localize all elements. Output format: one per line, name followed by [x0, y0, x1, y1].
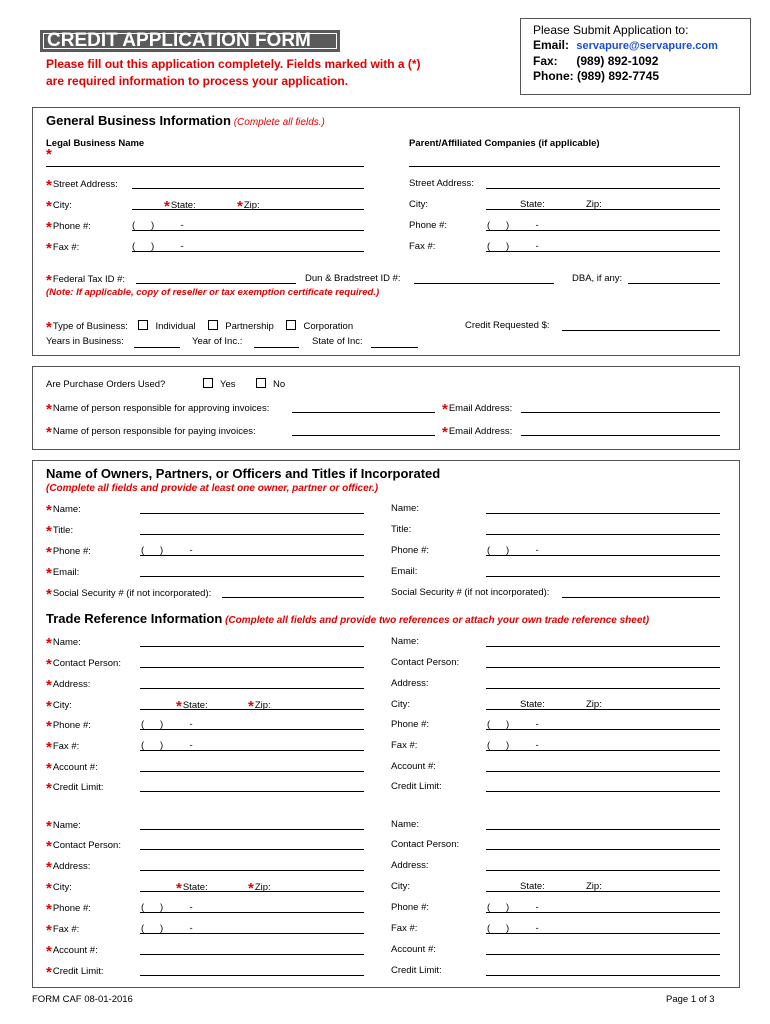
owner2-ssn-field[interactable]	[562, 597, 720, 598]
ref3-credit-field[interactable]	[140, 975, 364, 976]
owner-name-field[interactable]	[140, 513, 364, 514]
ref2-address-label: Address:	[391, 678, 429, 689]
dun-label: Dun & Bradstreet ID #:	[305, 273, 401, 284]
paying-email-field[interactable]	[521, 435, 720, 436]
submit-phone-value: (989) 892-7745	[577, 69, 660, 83]
ref4-phone-label: Phone #:	[391, 902, 430, 913]
parent-city-label: City:	[409, 199, 428, 210]
ref3-address-label: *Address:	[46, 859, 91, 876]
po-question: Are Purchase Orders Used?	[46, 379, 166, 390]
paying-label: *Name of person responsible for paying invoices:	[46, 424, 256, 441]
ref3-name-label: *Name:	[46, 818, 81, 835]
ref1-fax-paren: ( ) -	[141, 740, 193, 751]
submit-fax-value: (989) 892-1092	[576, 54, 659, 68]
ref1-zip-label: *Zip:	[248, 698, 271, 715]
type-of-business-row: *Type of Business: Individual Partnership Corporation	[46, 319, 354, 336]
owner2-ssn-label: Social Security # (if not incorporated):	[391, 587, 550, 598]
parent-companies-field[interactable]	[409, 166, 720, 167]
parent-fax-label: Fax #:	[409, 241, 436, 252]
ref2-city-field[interactable]	[486, 709, 720, 710]
ref2-state-label: State:	[520, 699, 545, 710]
dba-field[interactable]	[628, 283, 720, 284]
parent-companies-label: Parent/Affiliated Companies (if applicable)	[409, 138, 600, 149]
federal-tax-field[interactable]	[136, 283, 296, 284]
intro-line-2: are required information to process your application.	[46, 74, 349, 88]
ref2-address-field[interactable]	[486, 688, 720, 689]
ref4-fax-label: Fax #:	[391, 923, 418, 934]
ref1-contact-field[interactable]	[140, 667, 364, 668]
credit-requested-label: Credit Requested $:	[465, 320, 550, 331]
owner2-name-label: Name:	[391, 503, 419, 514]
year-inc-field[interactable]	[254, 347, 299, 348]
ref4-credit-label: Credit Limit:	[391, 965, 442, 976]
years-label: Years in Business:	[46, 336, 124, 347]
trade-title: Trade Reference Information	[46, 611, 223, 626]
owner2-email-label: Email:	[391, 566, 418, 577]
ref1-state-label: *State:	[176, 698, 208, 715]
corporation-label: Corporation	[303, 321, 354, 332]
ref4-account-label: Account #:	[391, 944, 436, 955]
phone-label: Phone:	[533, 69, 574, 83]
dun-field[interactable]	[414, 283, 554, 284]
type-of-business-label: Type of Business:	[52, 321, 128, 332]
owner2-title-label: Title:	[391, 524, 412, 535]
intro-line-1: Please fill out this application completely. Fields marked with a (*)	[46, 57, 421, 71]
year-inc-label: Year of Inc.:	[192, 336, 243, 347]
ref3-phone-paren: ( ) -	[141, 902, 193, 913]
ref1-credit-label: *Credit Limit:	[46, 780, 104, 797]
gbi-title: General Business Information	[46, 113, 231, 128]
owner-phone-field[interactable]	[140, 555, 364, 556]
ref2-credit-field[interactable]	[486, 791, 720, 792]
approving-email-label: *Email Address:	[442, 401, 513, 418]
ref1-city-field[interactable]	[140, 709, 364, 710]
submit-heading: Please Submit Application to:	[533, 23, 689, 37]
ref1-contact-label: *Contact Person:	[46, 656, 121, 673]
phone-field[interactable]	[132, 230, 364, 231]
po-yes-checkbox[interactable]	[203, 378, 213, 388]
approving-email-field[interactable]	[521, 412, 720, 413]
individual-label: Individual	[155, 321, 196, 332]
ref4-name-label: Name:	[391, 819, 419, 830]
owner2-email-field[interactable]	[486, 576, 720, 577]
ref4-fax-paren: ( ) -	[487, 923, 539, 934]
ref2-name-label: Name:	[391, 636, 419, 647]
ref1-credit-field[interactable]	[140, 791, 364, 792]
gbi-heading	[46, 113, 325, 128]
trade-note: (Complete all fields and provide two references or attach your own trade reference sheet)	[225, 615, 650, 626]
ref3-contact-field[interactable]	[140, 849, 364, 850]
trade-heading	[46, 611, 649, 626]
ref1-city-label: *City:	[46, 698, 72, 715]
ref4-state-label: State:	[520, 881, 545, 892]
street-label: *Street Address:	[46, 177, 118, 194]
ref4-address-label: Address:	[391, 860, 429, 871]
ref3-contact-label: *Contact Person:	[46, 838, 121, 855]
ref3-city-label: *City:	[46, 880, 72, 897]
ref1-phone-label: *Phone #:	[46, 718, 91, 735]
owner2-name-field[interactable]	[486, 513, 720, 514]
parent-phone-label: Phone #:	[409, 220, 448, 231]
phone-label: *Phone #:	[46, 219, 91, 236]
parent-zip-label: Zip:	[586, 199, 602, 210]
ref3-name-field[interactable]	[140, 829, 364, 830]
po-no: No	[256, 379, 285, 390]
ref3-fax-label: *Fax #:	[46, 922, 80, 939]
zip-label: *Zip:	[237, 198, 260, 215]
owner-name-label: *Name:	[46, 502, 81, 519]
parent-street-label: Street Address:	[409, 178, 474, 189]
owner-email-label: *Email:	[46, 565, 80, 582]
ref1-account-label: *Account #:	[46, 760, 98, 777]
corporation-checkbox[interactable]	[286, 320, 296, 330]
gbi-note: (Complete all fields.)	[233, 117, 325, 128]
ref2-credit-label: Credit Limit:	[391, 781, 442, 792]
ref1-phone-field[interactable]	[140, 729, 364, 730]
approving-field[interactable]	[292, 412, 435, 413]
dba-label: DBA, if any:	[572, 273, 623, 284]
ref4-contact-label: Contact Person:	[391, 839, 460, 850]
legal-name-label: Legal Business Name	[46, 138, 145, 149]
ref4-account-field[interactable]	[486, 954, 720, 955]
intro-text	[46, 56, 516, 90]
ref2-fax-paren: ( ) -	[487, 740, 539, 751]
po-no-checkbox[interactable]	[256, 378, 266, 388]
ref2-account-field[interactable]	[486, 771, 720, 772]
owner-phone-label: *Phone #:	[46, 544, 91, 561]
state-label: *State:	[164, 198, 196, 215]
ref4-name-field[interactable]	[486, 829, 720, 830]
ref3-credit-label: *Credit Limit:	[46, 964, 104, 981]
submit-info-box	[520, 18, 751, 95]
owner-ssn-field[interactable]	[222, 597, 364, 598]
parent-phone-field[interactable]	[486, 230, 720, 231]
ref1-fax-label: *Fax #:	[46, 739, 80, 756]
owners-title: Name of Owners, Partners, or Officers and Titles if Incorporated	[46, 466, 441, 481]
phone-paren: ( ) -	[132, 220, 184, 231]
owner-email-field[interactable]	[140, 576, 364, 577]
parent-city-field[interactable]	[486, 209, 720, 210]
ref4-city-label: City:	[391, 881, 410, 892]
ref1-address-field[interactable]	[140, 688, 364, 689]
ref4-city-field[interactable]	[486, 891, 720, 892]
owner-title-field[interactable]	[140, 534, 364, 535]
ref3-phone-field[interactable]	[140, 912, 364, 913]
parent-phone-paren: ( ) -	[487, 220, 539, 231]
ref3-zip-label: *Zip:	[248, 880, 271, 897]
owner2-title-field[interactable]	[486, 534, 720, 535]
credit-requested-field[interactable]	[562, 330, 720, 331]
po-yes: Yes	[203, 379, 236, 390]
parent-street-field[interactable]	[486, 188, 720, 189]
ref2-contact-label: Contact Person:	[391, 657, 460, 668]
ref3-account-label: *Account #:	[46, 943, 98, 960]
ref1-phone-paren: ( ) -	[141, 719, 193, 730]
ref2-fax-label: Fax #:	[391, 740, 418, 751]
parent-state-label: State:	[520, 199, 545, 210]
individual-checkbox[interactable]	[138, 320, 148, 330]
ref1-name-field[interactable]	[140, 646, 364, 647]
submit-email-link[interactable]: servapure@servapure.com	[576, 40, 718, 52]
ref1-account-field[interactable]	[140, 771, 364, 772]
ref4-credit-field[interactable]	[486, 975, 720, 976]
ref4-address-field[interactable]	[486, 870, 720, 871]
fax-label: *Fax #:	[46, 240, 80, 257]
ref4-phone-field[interactable]	[486, 912, 720, 913]
ref3-state-label: *State:	[176, 880, 208, 897]
form-id: FORM CAF 08-01-2016	[32, 994, 133, 1005]
ref2-contact-field[interactable]	[486, 667, 720, 668]
ref4-phone-paren: ( ) -	[487, 902, 539, 913]
legal-name-field[interactable]	[46, 166, 364, 167]
ref2-phone-paren: ( ) -	[487, 719, 539, 730]
ref3-address-field[interactable]	[140, 870, 364, 871]
owner-phone-paren: ( ) -	[141, 545, 193, 556]
ref2-fax-field[interactable]	[486, 750, 720, 751]
ref3-phone-label: *Phone #:	[46, 901, 91, 918]
ref1-fax-field[interactable]	[140, 750, 364, 751]
form-title: CREDIT APPLICATION FORM	[40, 30, 340, 52]
owner2-phone-paren: ( ) -	[487, 545, 539, 556]
paying-field[interactable]	[292, 435, 435, 436]
ref1-name-label: *Name:	[46, 635, 81, 652]
years-field[interactable]	[134, 347, 180, 348]
federal-tax-label: *Federal Tax ID #:	[46, 272, 126, 289]
required-star: *	[46, 146, 52, 163]
ref2-name-field[interactable]	[486, 646, 720, 647]
ref2-account-label: Account #:	[391, 761, 436, 772]
partnership-checkbox[interactable]	[208, 320, 218, 330]
ref3-account-field[interactable]	[140, 954, 364, 955]
ref2-phone-field[interactable]	[486, 729, 720, 730]
ref3-fax-field[interactable]	[140, 933, 364, 934]
city-state-zip-field[interactable]	[132, 209, 364, 210]
paying-email-label: *Email Address:	[442, 424, 513, 441]
fax-label: Fax:	[533, 54, 558, 68]
state-inc-field[interactable]	[371, 347, 418, 348]
owner2-phone-field[interactable]	[486, 555, 720, 556]
owner2-phone-label: Phone #:	[391, 545, 430, 556]
state-inc-label: State of Inc:	[312, 336, 363, 347]
owners-note: (Complete all fields and provide at least one owner, partner or officer.)	[46, 483, 379, 494]
ref4-contact-field[interactable]	[486, 849, 720, 850]
parent-fax-field[interactable]	[486, 251, 720, 252]
ref1-address-label: *Address:	[46, 677, 91, 694]
ref4-zip-label: Zip:	[586, 881, 602, 892]
page-number: Page 1 of 3	[666, 994, 715, 1005]
email-label: Email:	[533, 38, 570, 52]
owner-title-label: *Title:	[46, 523, 74, 540]
street-field[interactable]	[132, 188, 364, 189]
ref2-zip-label: Zip:	[586, 699, 602, 710]
owner-ssn-label: *Social Security # (if not incorporated):	[46, 586, 212, 603]
ref3-city-field[interactable]	[140, 891, 364, 892]
approving-label: *Name of person responsible for approving invoices:	[46, 401, 270, 418]
parent-fax-paren: ( ) -	[487, 241, 539, 252]
tax-note: (Note: If applicable, copy of reseller or tax exemption certificate required.)	[46, 287, 380, 298]
partnership-label: Partnership	[225, 321, 274, 332]
ref4-fax-field[interactable]	[486, 933, 720, 934]
ref2-city-label: City:	[391, 699, 410, 710]
owners-trade-section	[32, 460, 740, 988]
ref2-phone-label: Phone #:	[391, 719, 430, 730]
fax-field[interactable]	[132, 251, 364, 252]
city-label: *City:	[46, 198, 72, 215]
fax-paren: ( ) -	[132, 241, 184, 252]
ref3-fax-paren: ( ) -	[141, 923, 193, 934]
